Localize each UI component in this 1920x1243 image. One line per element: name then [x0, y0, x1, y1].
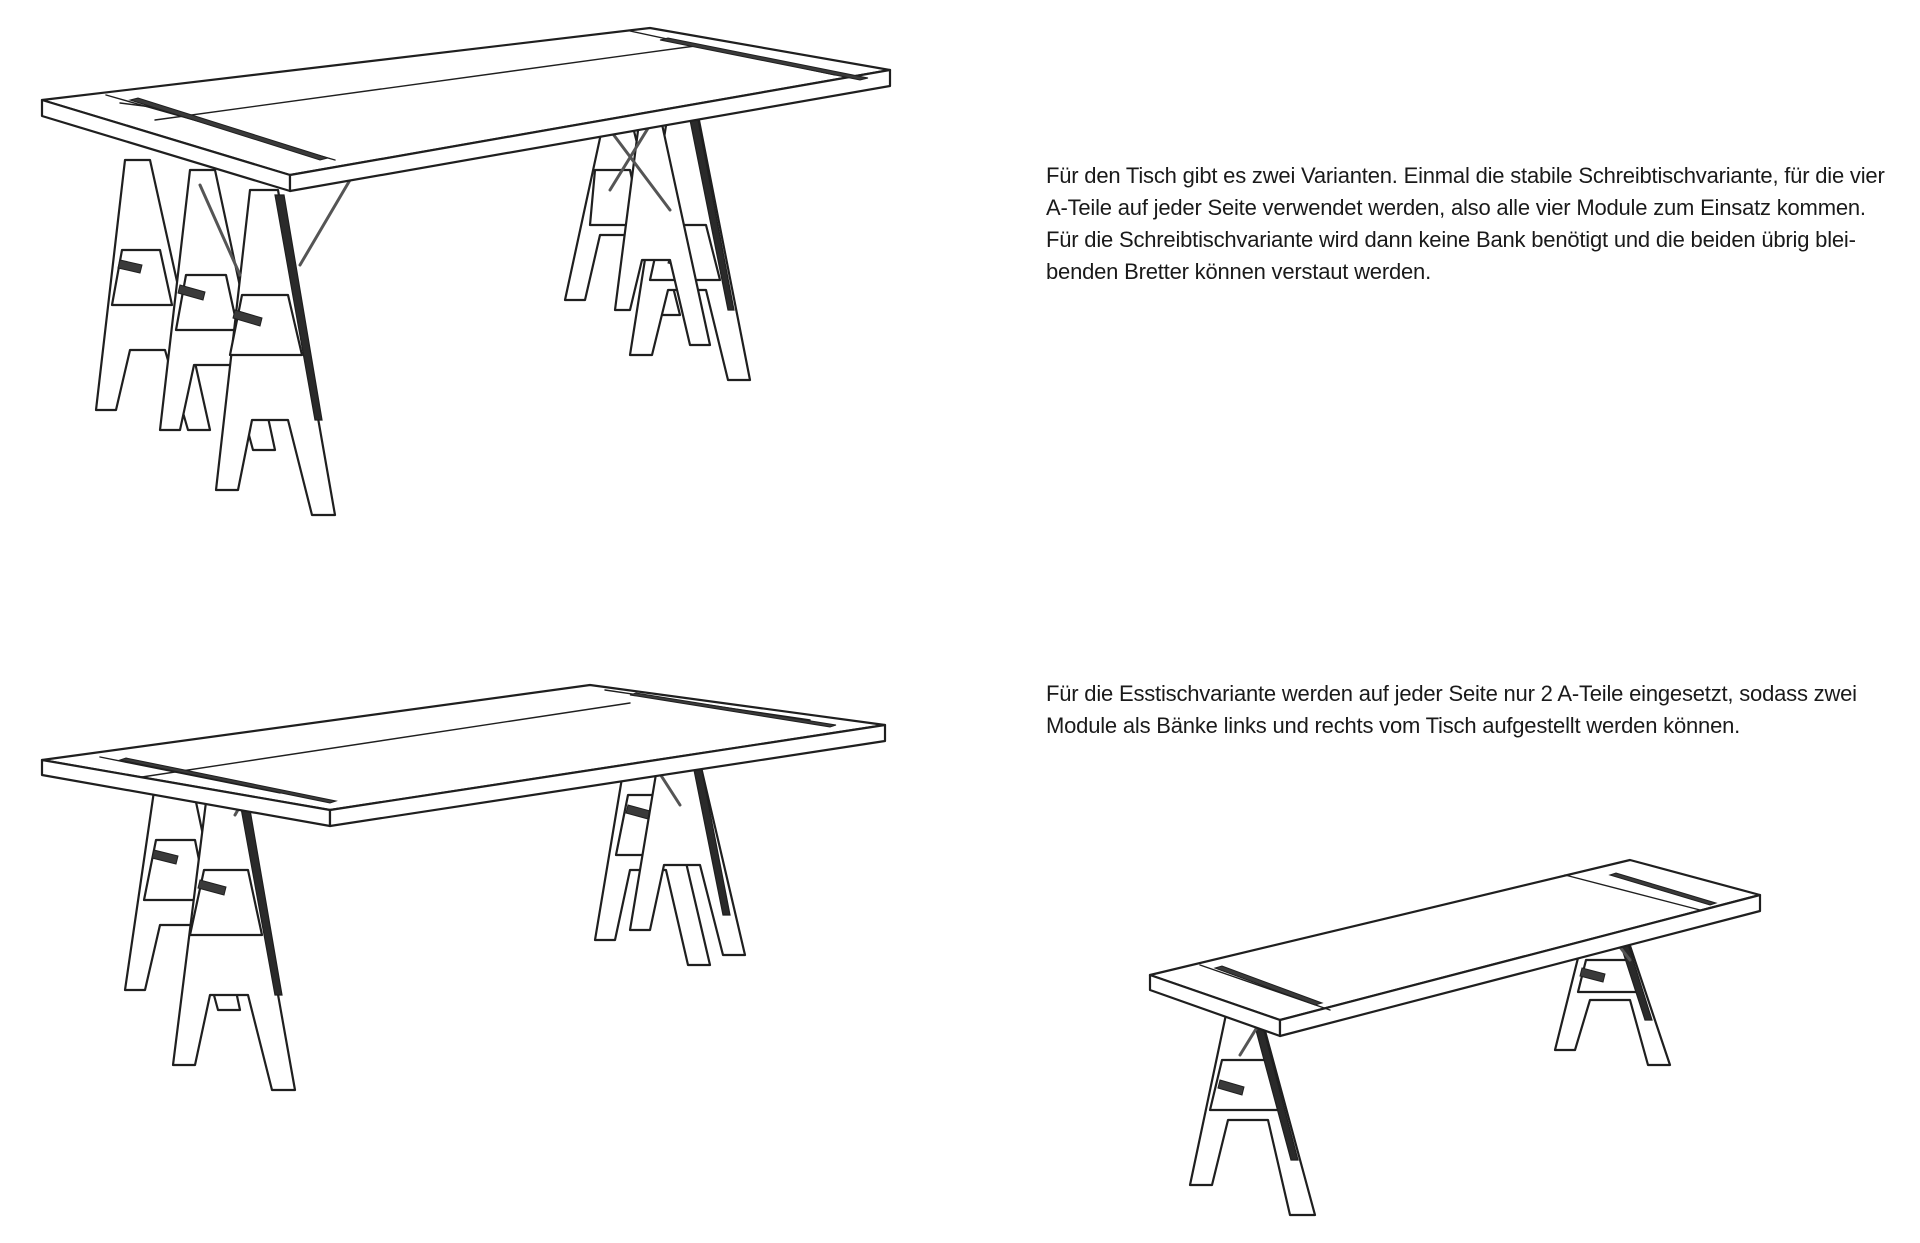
dining-description-line: Für die Esstischvariante werden auf jeder Seite nur 2 A-Teile eingesetzt, sodass zwei	[1046, 681, 1857, 706]
desk-description-line: Für die Schreibtischvariante wird dann keine Bank benötigt und die beiden übrig blei-	[1046, 227, 1856, 252]
bench-seat	[1150, 860, 1760, 1036]
dining-variant-illustration	[30, 665, 910, 1235]
bench-illustration	[1140, 820, 1780, 1220]
desk-tabletop	[42, 28, 890, 191]
desk-description-line: A-Teile auf jeder Seite verwendet werden, also alle vier Module zum Einsatz kommen.	[1046, 195, 1866, 220]
desk-variant-illustration	[30, 10, 910, 630]
desk-description-line: benden Bretter können verstaut werden.	[1046, 259, 1431, 284]
desk-description-line: Für den Tisch gibt es zwei Varianten. Einmal die stabile Schreibtischvariante, für die vier	[1046, 163, 1885, 188]
dining-description-line: Module als Bänke links und rechts vom Tisch aufgestellt werden können.	[1046, 713, 1741, 738]
desk-variant-description	[1046, 160, 1906, 288]
dining-variant-description	[1046, 678, 1906, 742]
